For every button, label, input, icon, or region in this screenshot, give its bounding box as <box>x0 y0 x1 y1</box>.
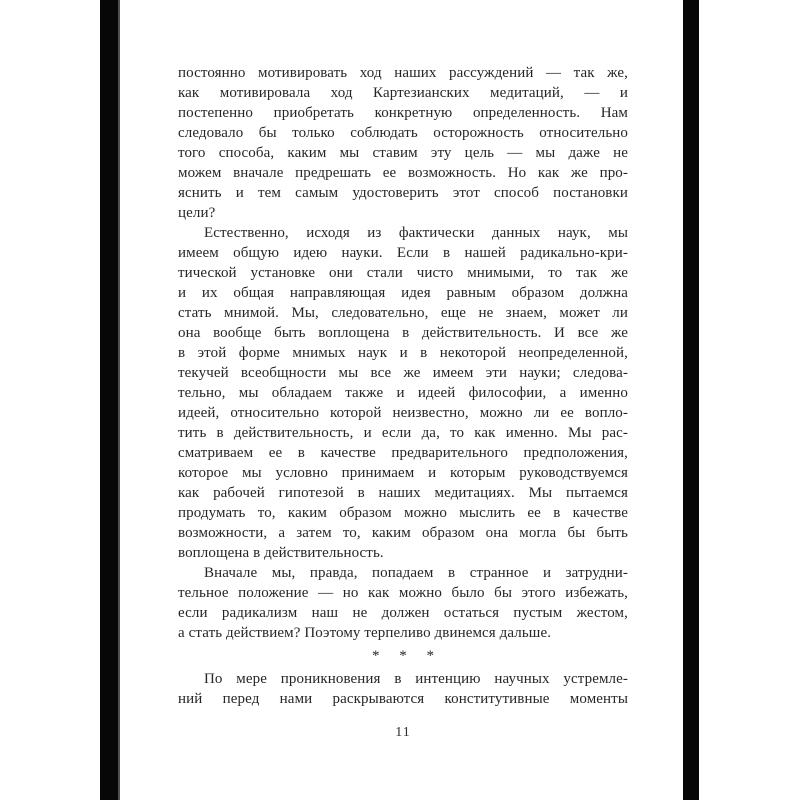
text-line: тельно, мы обладаем также и идеей философии, а именно <box>178 385 628 401</box>
text-line: возможности, а затем то, каким образом она могла бы быть <box>178 525 628 541</box>
text-line: Естественно, исходя из фактически данных наук, мы <box>204 225 628 241</box>
text-line: в этой форме мнимых наук и в некоторой неопределенной, <box>178 345 628 361</box>
paragraph <box>178 669 628 709</box>
text-line: того способа, каким мы ставим эту цель — мы даже не <box>178 145 628 161</box>
text-line: имеем общую идею науки. Если в нашей радикально-кри- <box>178 245 628 261</box>
section-separator: * * * <box>372 648 442 664</box>
text-line: постепенно приобретать конкретную определенность. Нам <box>178 105 628 121</box>
text-line: постоянно мотивировать ход наших рассуждений — так же, <box>178 65 628 81</box>
text-line: следовало бы только соблюдать осторожность относительно <box>178 125 628 141</box>
paragraph <box>178 563 628 643</box>
text-line: можем вначале предрешать ее возможность. Но как же про- <box>178 165 628 181</box>
text-line: как рабочей гипотезой в наших медитациях. Мы пытаемся <box>178 485 628 501</box>
text-line: идеей, относительно которой неизвестно, можно ли ее вопло- <box>178 405 628 421</box>
text-line: и их общая направляющая идея равным образом должна <box>178 285 628 301</box>
text-line: тической установке они стали чисто мнимыми, то так же <box>178 265 628 281</box>
page-edge-bar-left <box>100 0 120 800</box>
text-line: яснить и тем самым удостоверить этот способ постановки <box>178 185 628 201</box>
page-edge-bar-right <box>683 0 699 800</box>
paragraph <box>178 223 628 563</box>
text-line: стать мнимой. Мы, следовательно, еще не знаем, может ли <box>178 305 628 321</box>
text-line: ний перед нами раскрываются конститутивные моменты <box>178 691 628 707</box>
text-line: как мотивировала ход Картезианских медитаций, — и <box>178 85 628 101</box>
text-line: Вначале мы, правда, попадаем в странное и затрудни- <box>204 565 628 581</box>
text-line: воплощена в действительность. <box>178 545 384 561</box>
text-line: если радикализм наш не должен остаться пустым жестом, <box>178 605 628 621</box>
page-text-block <box>178 63 628 709</box>
text-line: цели? <box>178 205 216 221</box>
text-line: тельное положение — но как можно было бы этого избежать, <box>178 585 628 601</box>
text-line: тить в действительность, и если да, то как именно. Мы рас- <box>178 425 628 441</box>
text-line: она вообще быть воплощена в действительность. И все же <box>178 325 628 341</box>
text-line: а стать действием? Поэтому терпеливо двинемся дальше. <box>178 625 552 641</box>
page-number: 11 <box>395 725 411 740</box>
text-line: текучей всеобщности мы все же имеем эти науки; следова- <box>178 365 628 381</box>
text-line: сматриваем ее в качестве предварительного предположения, <box>178 445 628 461</box>
text-line: По мере проникновения в интенцию научных устремле- <box>204 671 628 687</box>
text-line: которое мы условно принимаем и которым руководствуемся <box>178 465 628 481</box>
paragraph <box>178 63 628 223</box>
text-line: продумать то, каким образом можно мыслить ее в качестве <box>178 505 628 521</box>
